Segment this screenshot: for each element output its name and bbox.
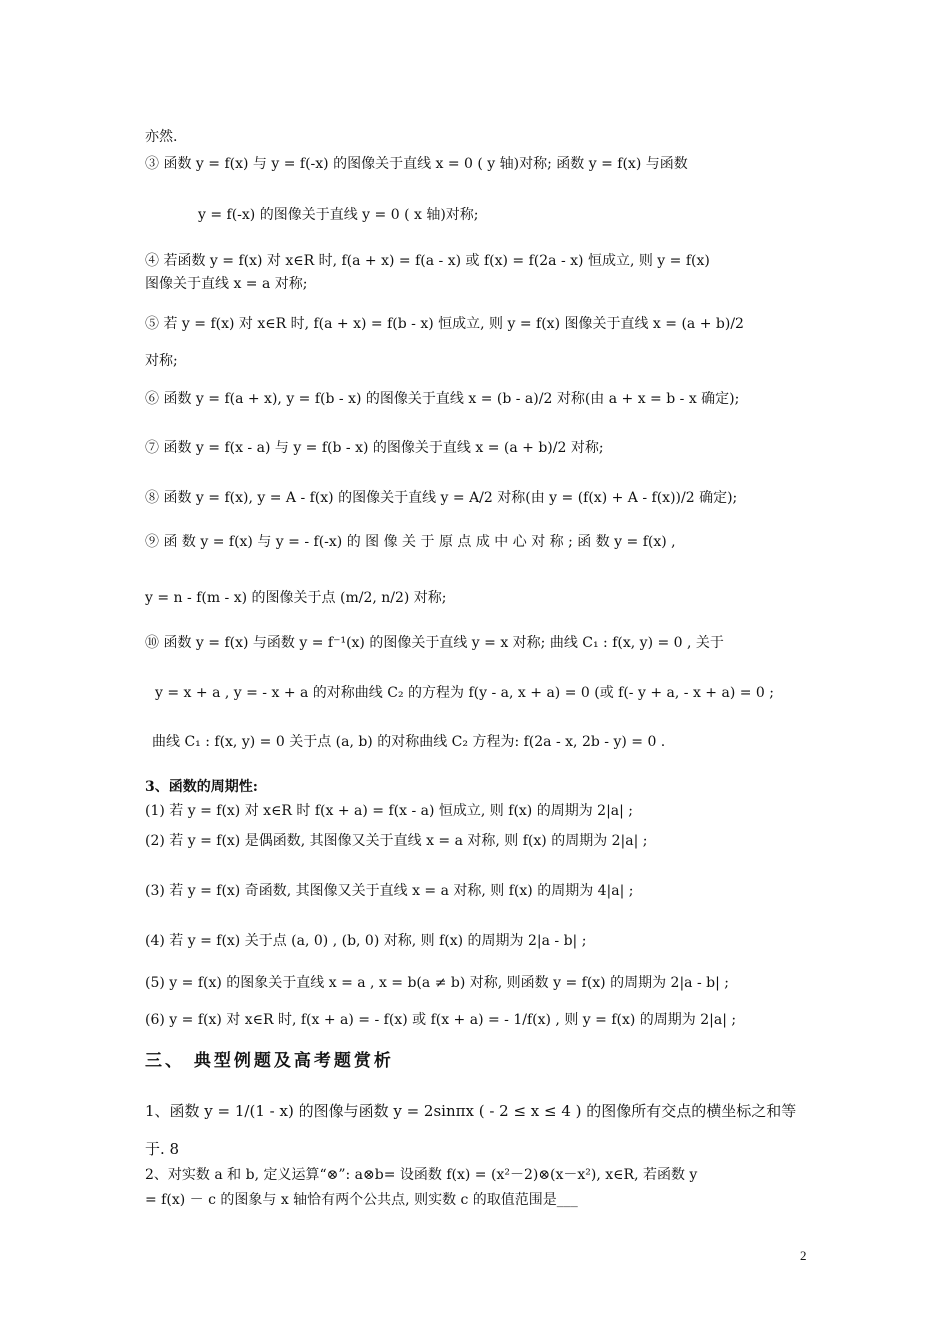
text-line: (3) 若 y = f(x) 奇函数, 其图像又关于直线 x = a 对称, 则 f(x) 的周期为 4|a| ;	[145, 883, 634, 899]
text-line: (4) 若 y = f(x) 关于点 (a, 0) , (b, 0) 对称, 则 f(x) 的周期为 2|a - b| ;	[145, 933, 587, 949]
text-line: ⑨ 函 数 y = f(x) 与 y = - f(-x) 的 图 像 关 于 原 点 成 中 心 对 称 ; 函 数 y = f(x) ,	[145, 534, 676, 550]
text-line: ⑩ 函数 y = f(x) 与函数 y = f⁻¹(x) 的图像关于直线 y = x 对称; 曲线 C₁ : f(x, y) = 0 , 关于	[145, 635, 724, 651]
text-line: y = f(-x) 的图像关于直线 y = 0 ( x 轴)对称;	[198, 207, 479, 223]
text-line: 曲线 C₁ : f(x, y) = 0 关于点 (a, b) 的对称曲线 C₂ 方程为: f(2a - x, 2b - y) = 0 .	[152, 734, 666, 750]
text-line: ⑤ 若 y = f(x) 对 x∈R 时, f(a + x) = f(b - x) 恒成立, 则 y = f(x) 图像关于直线 x = (a + b)/2	[145, 316, 744, 332]
text-line: y = n - f(m - x) 的图像关于点 (m/2, n/2) 对称;	[145, 590, 447, 606]
example-line: = f(x) － c 的图象与 x 轴恰有两个公共点, 则实数 c 的取值范围是___	[145, 1192, 578, 1208]
text-line: (2) 若 y = f(x) 是偶函数, 其图像又关于直线 x = a 对称, 则 f(x) 的周期为 2|a| ;	[145, 833, 648, 849]
example-line: 2、对实数 a 和 b, 定义运算“⊗”: a⊗b= 设函数 f(x) = (x²－2)⊗(x－x²), x∈R, 若函数 y	[145, 1167, 698, 1183]
text-line: ④ 若函数 y = f(x) 对 x∈R 时, f(a + x) = f(a - x) 或 f(x) = f(2a - x) 恒成立, 则 y = f(x)	[145, 253, 710, 269]
text-line: ⑧ 函数 y = f(x), y = A - f(x) 的图像关于直线 y = A/2 对称(由 y = (f(x) + A - f(x))/2 确定);	[145, 490, 738, 506]
text-line: 对称;	[145, 353, 178, 369]
section-heading: 3、函数的周期性:	[145, 779, 258, 795]
text-line: 图像关于直线 x = a 对称;	[145, 276, 308, 292]
example-line: 于. 8	[145, 1140, 180, 1158]
text-line: ⑦ 函数 y = f(x - a) 与 y = f(b - x) 的图像关于直线 x = (a + b)/2 对称;	[145, 440, 604, 456]
text-line: (1) 若 y = f(x) 对 x∈R 时 f(x + a) = f(x - a) 恒成立, 则 f(x) 的周期为 2|a| ;	[145, 803, 634, 819]
text-line: ③ 函数 y = f(x) 与 y = f(-x) 的图像关于直线 x = 0 ( y 轴)对称; 函数 y = f(x) 与函数	[145, 156, 688, 172]
example-line: 1、函数 y = 1/(1 - x) 的图像与函数 y = 2sinπx ( - 2 ≤ x ≤ 4 ) 的图像所有交点的横坐标之和等	[145, 1102, 797, 1120]
text-line: ⑥ 函数 y = f(a + x), y = f(b - x) 的图像关于直线 x = (b - a)/2 对称(由 a + x = b - x 确定);	[145, 391, 740, 407]
page-number: 2	[800, 1248, 807, 1263]
section-title: 三、 典型例题及高考题赏析	[145, 1051, 394, 1071]
text-line: (6) y = f(x) 对 x∈R 时, f(x + a) = - f(x) 或 f(x + a) = - 1/f(x) , 则 y = f(x) 的周期为 2|a| ;	[145, 1012, 737, 1028]
text-line: y = x + a , y = - x + a 的对称曲线 C₂ 的方程为 f(y - a, x + a) = 0 (或 f(- y + a, - x + a) = 0 ;	[155, 685, 774, 701]
text-line: 亦然.	[145, 129, 178, 145]
text-line: (5) y = f(x) 的图象关于直线 x = a , x = b(a ≠ b) 对称, 则函数 y = f(x) 的周期为 2|a - b| ;	[145, 975, 729, 991]
